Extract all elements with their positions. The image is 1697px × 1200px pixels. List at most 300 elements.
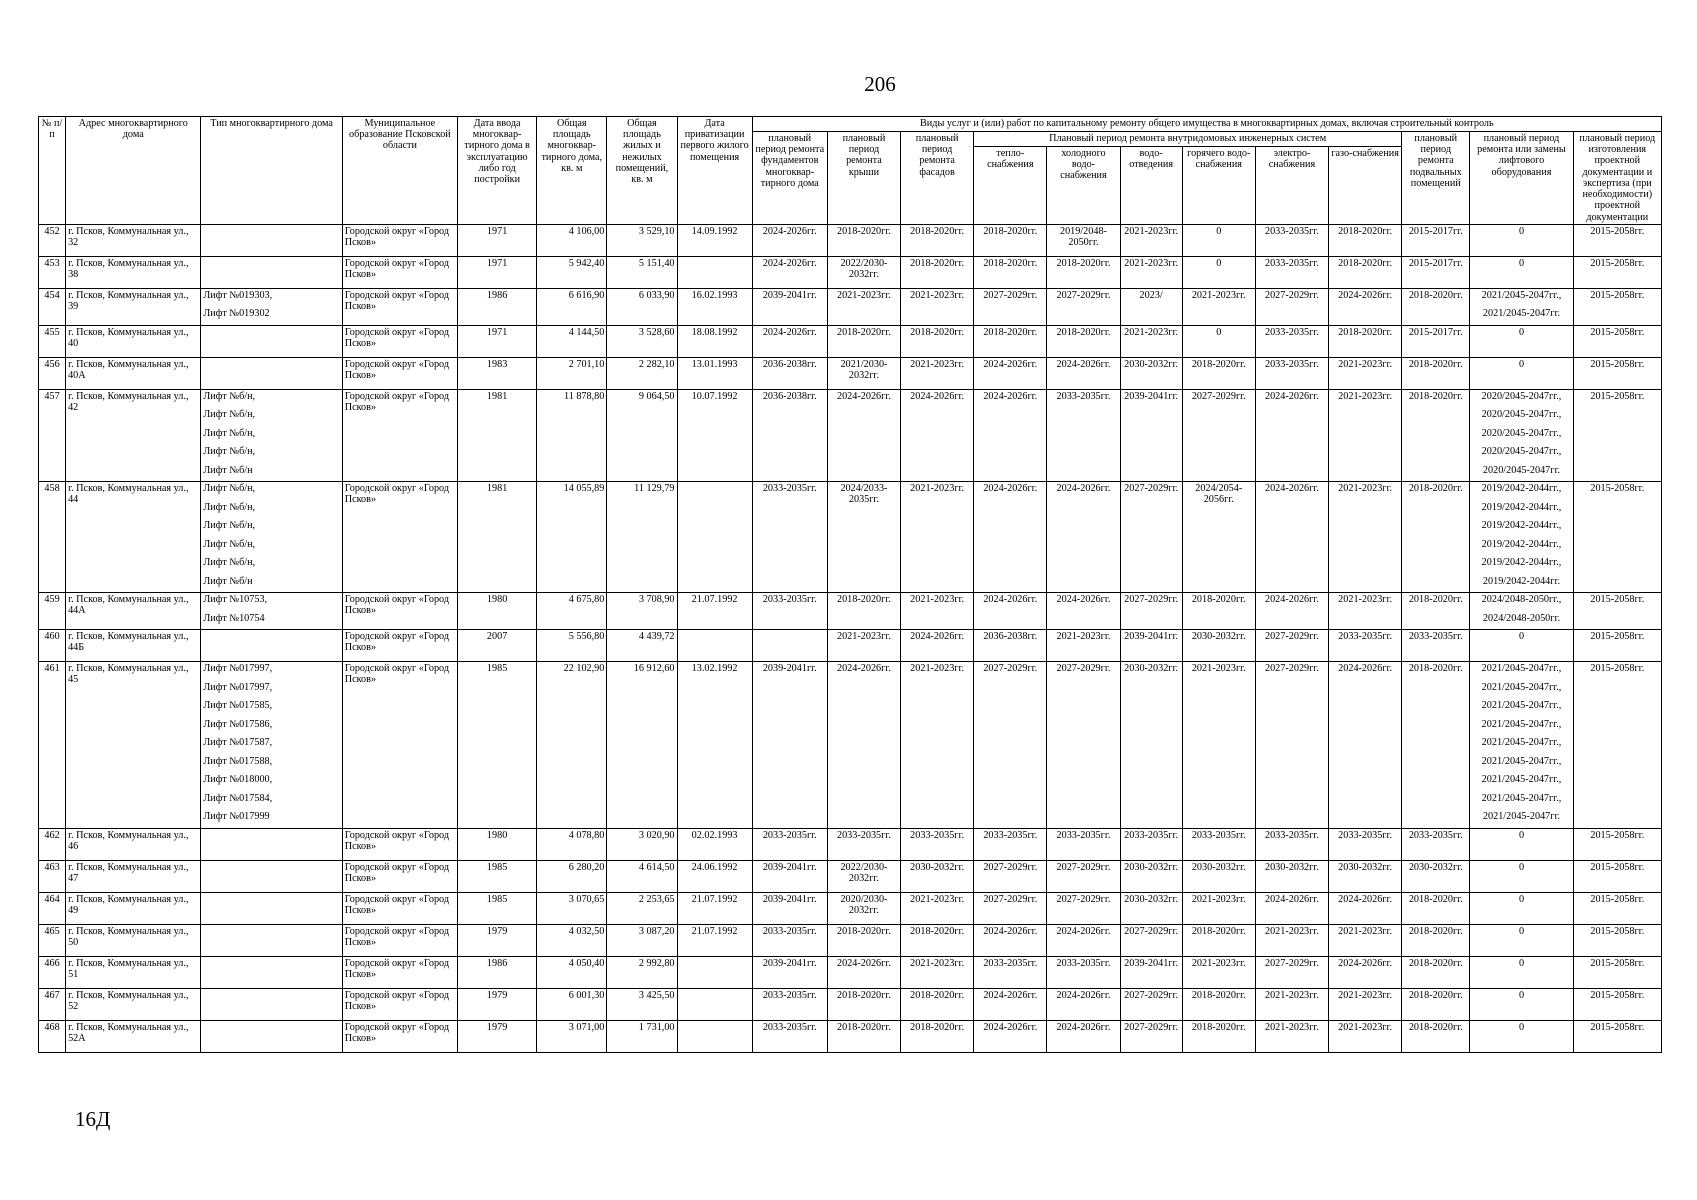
heating-cell: 2024-2026гг.: [974, 1020, 1047, 1052]
drainage-cell: 2030-2032гг.: [1120, 662, 1182, 829]
heating-cell: 2024-2026гг.: [974, 988, 1047, 1020]
table-header: [39, 117, 1662, 225]
hot-water-cell: 2021-2023гг.: [1182, 288, 1255, 325]
foundation-cell: 2033-2035гг.: [752, 988, 827, 1020]
electricity-cell: 2024-2026гг.: [1255, 593, 1328, 630]
table-row: [39, 389, 1662, 482]
address-cell: г. Псков, Коммунальная ул., 44А: [66, 593, 201, 630]
elevator-period: 2021/2045-2047гг.,: [1481, 737, 1562, 749]
heating-cell: 2036-2038гг.: [974, 630, 1047, 662]
roof-cell: 2021-2023гг.: [827, 630, 900, 662]
facade-cell: 2021-2023гг.: [901, 662, 974, 829]
elevator-id: Лифт №017585,: [203, 700, 273, 712]
drainage-cell: 2023/: [1120, 288, 1182, 325]
drainage-cell: 2027-2029гг.: [1120, 924, 1182, 956]
heating-cell: 2018-2020гг.: [974, 256, 1047, 288]
foundation-cell: 2039-2041гг.: [752, 662, 827, 829]
drainage-cell: 2027-2029гг.: [1120, 593, 1182, 630]
roof-cell: 2018-2020гг.: [827, 1020, 900, 1052]
basement-cell: 2018-2020гг.: [1402, 1020, 1470, 1052]
elevator-period: 2021/2045-2047гг.: [1482, 308, 1561, 320]
elevator-cell: [1470, 288, 1573, 325]
documentation-cell: 2015-2058гг.: [1573, 593, 1661, 630]
house-type-cell: [201, 325, 342, 357]
documentation-cell: 2015-2058гг.: [1573, 892, 1661, 924]
drainage-cell: 2027-2029гг.: [1120, 482, 1182, 593]
house-type-cell: [201, 288, 342, 325]
address-cell: г. Псков, Коммунальная ул., 40: [66, 325, 201, 357]
house-type-cell: [201, 593, 342, 630]
row-number: 454: [39, 288, 66, 325]
living-area-cell: 1 731,00: [607, 1020, 677, 1052]
elevator-period: 2019/2042-2044гг.,: [1481, 483, 1562, 495]
foundation-cell: 2024-2026гг.: [752, 325, 827, 357]
elevator-cell: [1470, 256, 1573, 288]
elevator-period: 0: [1518, 925, 1525, 937]
hot-water-cell: 2021-2023гг.: [1182, 892, 1255, 924]
gas-cell: 2021-2023гг.: [1329, 1020, 1402, 1052]
foundation-cell: 2033-2035гг.: [752, 1020, 827, 1052]
facade-cell: 2030-2032гг.: [901, 860, 974, 892]
foundation-cell: 2039-2041гг.: [752, 892, 827, 924]
drainage-cell: 2027-2029гг.: [1120, 1020, 1182, 1052]
basement-cell: 2018-2020гг.: [1402, 482, 1470, 593]
elevator-period: 0: [1518, 257, 1525, 269]
elevator-cell: [1470, 860, 1573, 892]
elevator-period: 0: [1518, 829, 1525, 841]
total-area-cell: 6 616,90: [537, 288, 607, 325]
electricity-cell: 2027-2029гг.: [1255, 956, 1328, 988]
header-works-group: Виды услуг и (или) работ по капитальному ремонту общего имущества в многоквартирных домах, включая строительный контроль: [752, 117, 1661, 132]
hot-water-cell: 2027-2029гг.: [1182, 389, 1255, 482]
elevator-id: Лифт №б/н: [203, 575, 253, 587]
living-area-cell: 16 912,60: [607, 662, 677, 829]
living-area-cell: 11 129,79: [607, 482, 677, 593]
elevator-cell: [1470, 593, 1573, 630]
electricity-cell: 2033-2035гг.: [1255, 325, 1328, 357]
gas-cell: 2018-2020гг.: [1329, 256, 1402, 288]
total-area-cell: 4 106,00: [537, 224, 607, 256]
hot-water-cell: 0: [1182, 325, 1255, 357]
elevator-period: 2019/2042-2044гг.: [1482, 575, 1561, 587]
foundation-cell: 2033-2035гг.: [752, 482, 827, 593]
table-row: [39, 924, 1662, 956]
heating-cell: 2024-2026гг.: [974, 482, 1047, 593]
commission-year-cell: 1980: [458, 828, 537, 860]
commission-year-cell: 1981: [458, 482, 537, 593]
total-area-cell: 5 942,40: [537, 256, 607, 288]
elevator-id: Лифт №017997,: [203, 663, 273, 675]
cold-water-cell: 2027-2029гг.: [1047, 892, 1120, 924]
header-drainage: водо-отведения: [1120, 147, 1182, 225]
basement-cell: 2015-2017гг.: [1402, 256, 1470, 288]
living-area-cell: 4 439,72: [607, 630, 677, 662]
row-number: 459: [39, 593, 66, 630]
header-address: Адрес многоквартирного дома: [66, 117, 201, 225]
row-number: 463: [39, 860, 66, 892]
foundation-cell: 2036-2038гг.: [752, 357, 827, 389]
hot-water-cell: 0: [1182, 256, 1255, 288]
house-type-cell: [201, 1020, 342, 1052]
header-documentation: плановый период изготовления проектной документации и экспертиза (при необходимости) проектной документации: [1573, 132, 1661, 225]
total-area-cell: 4 078,80: [537, 828, 607, 860]
heating-cell: 2027-2029гг.: [974, 860, 1047, 892]
table-row: [39, 860, 1662, 892]
documentation-cell: 2015-2058гг.: [1573, 224, 1661, 256]
facade-cell: 2021-2023гг.: [901, 482, 974, 593]
basement-cell: 2030-2032гг.: [1402, 860, 1470, 892]
header-heating: тепло-снабжения: [974, 147, 1047, 225]
municipality-cell: Городской округ «Город Псков»: [342, 482, 457, 593]
house-type-cell: [201, 828, 342, 860]
elevator-period: 2020/2045-2047гг.,: [1481, 390, 1562, 402]
elevator-period: 2021/2045-2047гг.,: [1481, 700, 1562, 712]
cold-water-cell: 2024-2026гг.: [1047, 357, 1120, 389]
basement-cell: 2015-2017гг.: [1402, 224, 1470, 256]
table-row: [39, 1020, 1662, 1052]
privatization-date-cell: 21.07.1992: [677, 924, 752, 956]
elevator-id: Лифт №019303,: [203, 289, 273, 301]
privatization-date-cell: 18.08.1992: [677, 325, 752, 357]
house-type-cell: [201, 860, 342, 892]
elevator-period: 2019/2042-2044гг.,: [1481, 557, 1562, 569]
address-cell: г. Псков, Коммунальная ул., 32: [66, 224, 201, 256]
address-cell: г. Псков, Коммунальная ул., 50: [66, 924, 201, 956]
commission-year-cell: 2007: [458, 630, 537, 662]
privatization-date-cell: 21.07.1992: [677, 593, 752, 630]
hot-water-cell: 2018-2020гг.: [1182, 1020, 1255, 1052]
commission-year-cell: 1980: [458, 593, 537, 630]
address-cell: г. Псков, Коммунальная ул., 52: [66, 988, 201, 1020]
privatization-date-cell: 14.09.1992: [677, 224, 752, 256]
gas-cell: 2021-2023гг.: [1329, 482, 1402, 593]
elevator-id: Лифт №б/н,: [203, 390, 256, 402]
header-elevator: плановый период ремонта или замены лифтового оборудования: [1470, 132, 1573, 225]
elevator-period: 2019/2042-2044гг.,: [1481, 520, 1562, 532]
privatization-date-cell: [677, 956, 752, 988]
header-type: Тип многоквартирного дома: [201, 117, 342, 225]
municipality-cell: Городской округ «Город Псков»: [342, 828, 457, 860]
row-number: 458: [39, 482, 66, 593]
row-number: 457: [39, 389, 66, 482]
living-area-cell: 2 992,80: [607, 956, 677, 988]
cold-water-cell: 2021-2023гг.: [1047, 630, 1120, 662]
roof-cell: 2020/2030-2032гг.: [827, 892, 900, 924]
documentation-cell: 2015-2058гг.: [1573, 924, 1661, 956]
drainage-cell: 2021-2023гг.: [1120, 224, 1182, 256]
total-area-cell: 3 070,65: [537, 892, 607, 924]
elevator-id: Лифт №10753,: [203, 594, 268, 606]
address-cell: г. Псков, Коммунальная ул., 52А: [66, 1020, 201, 1052]
living-area-cell: 3 087,20: [607, 924, 677, 956]
roof-cell: 2024-2026гг.: [827, 956, 900, 988]
row-number: 461: [39, 662, 66, 829]
gas-cell: 2018-2020гг.: [1329, 224, 1402, 256]
table-row: [39, 988, 1662, 1020]
address-cell: г. Псков, Коммунальная ул., 39: [66, 288, 201, 325]
basement-cell: 2018-2020гг.: [1402, 988, 1470, 1020]
house-type-cell: [201, 630, 342, 662]
cold-water-cell: 2033-2035гг.: [1047, 828, 1120, 860]
total-area-cell: 4 675,80: [537, 593, 607, 630]
address-cell: г. Псков, Коммунальная ул., 44: [66, 482, 201, 593]
total-area-cell: 2 701,10: [537, 357, 607, 389]
capital-repair-table: [38, 116, 1662, 1053]
address-cell: г. Псков, Коммунальная ул., 47: [66, 860, 201, 892]
documentation-cell: 2015-2058гг.: [1573, 860, 1661, 892]
facade-cell: 2024-2026гг.: [901, 630, 974, 662]
foundation-cell: 2033-2035гг.: [752, 593, 827, 630]
documentation-cell: 2015-2058гг.: [1573, 357, 1661, 389]
electricity-cell: 2024-2026гг.: [1255, 482, 1328, 593]
total-area-cell: 5 556,80: [537, 630, 607, 662]
basement-cell: 2033-2035гг.: [1402, 828, 1470, 860]
living-area-cell: 3 020,90: [607, 828, 677, 860]
electricity-cell: 2024-2026гг.: [1255, 389, 1328, 482]
row-number: 467: [39, 988, 66, 1020]
electricity-cell: 2021-2023гг.: [1255, 988, 1328, 1020]
commission-year-cell: 1971: [458, 256, 537, 288]
house-type-cell: [201, 956, 342, 988]
elevator-period: 2019/2042-2044гг.,: [1481, 538, 1562, 550]
elevator-id: Лифт №017997,: [203, 681, 273, 693]
elevator-cell: [1470, 224, 1573, 256]
elevator-cell: [1470, 662, 1573, 829]
elevator-id: Лифт №017586,: [203, 718, 273, 730]
elevator-period: 2021/2045-2047гг.,: [1481, 663, 1562, 675]
documentation-cell: 2015-2058гг.: [1573, 1020, 1661, 1052]
table-row: [39, 593, 1662, 630]
electricity-cell: 2027-2029гг.: [1255, 630, 1328, 662]
cold-water-cell: 2019/2048-2050гг.: [1047, 224, 1120, 256]
municipality-cell: Городской округ «Город Псков»: [342, 224, 457, 256]
elevator-period: 2024/2048-2050гг.,: [1481, 594, 1562, 606]
electricity-cell: 2021-2023гг.: [1255, 924, 1328, 956]
municipality-cell: Городской округ «Город Псков»: [342, 892, 457, 924]
commission-year-cell: 1986: [458, 956, 537, 988]
cold-water-cell: 2027-2029гг.: [1047, 662, 1120, 829]
privatization-date-cell: 13.02.1992: [677, 662, 752, 829]
gas-cell: 2024-2026гг.: [1329, 288, 1402, 325]
elevator-cell: [1470, 630, 1573, 662]
elevator-id: Лифт №10754: [203, 612, 265, 624]
privatization-date-cell: [677, 256, 752, 288]
privatization-date-cell: [677, 988, 752, 1020]
foundation-cell: 2039-2041гг.: [752, 956, 827, 988]
cold-water-cell: 2024-2026гг.: [1047, 482, 1120, 593]
row-number: 468: [39, 1020, 66, 1052]
drainage-cell: 2039-2041гг.: [1120, 956, 1182, 988]
total-area-cell: 4 032,50: [537, 924, 607, 956]
municipality-cell: Городской округ «Город Псков»: [342, 630, 457, 662]
drainage-cell: 2030-2032гг.: [1120, 860, 1182, 892]
hot-water-cell: 2021-2023гг.: [1182, 662, 1255, 829]
privatization-date-cell: 24.06.1992: [677, 860, 752, 892]
foundation-cell: 2039-2041гг.: [752, 288, 827, 325]
house-type-cell: [201, 924, 342, 956]
address-cell: г. Псков, Коммунальная ул., 45: [66, 662, 201, 829]
hot-water-cell: 2024/2054-2056гг.: [1182, 482, 1255, 593]
header-num: № п/п: [39, 117, 66, 225]
commission-year-cell: 1979: [458, 924, 537, 956]
living-area-cell: 9 064,50: [607, 389, 677, 482]
elevator-period: 2021/2045-2047гг.,: [1481, 718, 1562, 730]
facade-cell: 2033-2035гг.: [901, 828, 974, 860]
table-body: [39, 224, 1662, 1052]
house-type-cell: [201, 892, 342, 924]
municipality-cell: Городской округ «Город Псков»: [342, 288, 457, 325]
header-engineering-group: Плановый период ремонта внутридомовых инженерных систем: [974, 132, 1402, 147]
elevator-id: Лифт №017999: [203, 811, 270, 823]
elevator-period: 2021/2045-2047гг.,: [1481, 755, 1562, 767]
roof-cell: 2021-2023гг.: [827, 288, 900, 325]
living-area-cell: 2 282,10: [607, 357, 677, 389]
total-area-cell: 4 144,50: [537, 325, 607, 357]
privatization-date-cell: 02.02.1993: [677, 828, 752, 860]
facade-cell: 2018-2020гг.: [901, 924, 974, 956]
roof-cell: 2024-2026гг.: [827, 389, 900, 482]
electricity-cell: 2033-2035гг.: [1255, 256, 1328, 288]
elevator-period: 2021/2045-2047гг.,: [1481, 774, 1562, 786]
elevator-id: Лифт №018000,: [203, 774, 273, 786]
elevator-period: 2021/2045-2047гг.,: [1481, 289, 1562, 301]
drainage-cell: 2021-2023гг.: [1120, 256, 1182, 288]
elevator-period: 2019/2042-2044гг.,: [1481, 501, 1562, 513]
total-area-cell: 4 050,40: [537, 956, 607, 988]
elevator-period: 0: [1518, 861, 1525, 873]
house-type-cell: [201, 389, 342, 482]
elevator-period: 2021/2045-2047гг.,: [1481, 681, 1562, 693]
elevator-period: 0: [1518, 893, 1525, 905]
elevator-cell: [1470, 325, 1573, 357]
heating-cell: 2033-2035гг.: [974, 956, 1047, 988]
total-area-cell: 14 055,89: [537, 482, 607, 593]
cold-water-cell: 2024-2026гг.: [1047, 924, 1120, 956]
commission-year-cell: 1979: [458, 988, 537, 1020]
electricity-cell: 2033-2035гг.: [1255, 357, 1328, 389]
facade-cell: 2021-2023гг.: [901, 956, 974, 988]
row-number: 462: [39, 828, 66, 860]
elevator-cell: [1470, 956, 1573, 988]
municipality-cell: Городской округ «Город Псков»: [342, 593, 457, 630]
roof-cell: 2018-2020гг.: [827, 325, 900, 357]
header-roof: плановый период ремонта крыши: [827, 132, 900, 225]
foundation-cell: 2039-2041гг.: [752, 860, 827, 892]
facade-cell: 2018-2020гг.: [901, 325, 974, 357]
municipality-cell: Городской округ «Город Псков»: [342, 389, 457, 482]
total-area-cell: 6 280,20: [537, 860, 607, 892]
heating-cell: 2027-2029гг.: [974, 288, 1047, 325]
header-municipality: Муниципальное образование Псковской области: [342, 117, 457, 225]
documentation-cell: 2015-2058гг.: [1573, 988, 1661, 1020]
elevator-cell: [1470, 1020, 1573, 1052]
basement-cell: 2018-2020гг.: [1402, 593, 1470, 630]
municipality-cell: Городской округ «Город Псков»: [342, 662, 457, 829]
house-type-cell: [201, 357, 342, 389]
drainage-cell: 2039-2041гг.: [1120, 630, 1182, 662]
commission-year-cell: 1971: [458, 325, 537, 357]
roof-cell: 2033-2035гг.: [827, 828, 900, 860]
living-area-cell: 3 528,60: [607, 325, 677, 357]
facade-cell: 2024-2026гг.: [901, 389, 974, 482]
electricity-cell: 2024-2026гг.: [1255, 892, 1328, 924]
elevator-id: Лифт №б/н,: [203, 427, 256, 439]
hot-water-cell: 2030-2032гг.: [1182, 630, 1255, 662]
header-basement: плановый период ремонта подвальных помещений: [1402, 132, 1470, 225]
table-row: [39, 256, 1662, 288]
commission-year-cell: 1981: [458, 389, 537, 482]
elevator-id: Лифт №017587,: [203, 737, 273, 749]
row-number: 466: [39, 956, 66, 988]
gas-cell: 2024-2026гг.: [1329, 892, 1402, 924]
gas-cell: 2024-2026гг.: [1329, 956, 1402, 988]
elevator-id: Лифт №019302: [203, 308, 270, 320]
facade-cell: 2018-2020гг.: [901, 1020, 974, 1052]
page-number: 206: [864, 72, 896, 96]
documentation-cell: 2015-2058гг.: [1573, 662, 1661, 829]
documentation-cell: 2015-2058гг.: [1573, 956, 1661, 988]
cold-water-cell: 2027-2029гг.: [1047, 860, 1120, 892]
elevator-period: 0: [1518, 957, 1525, 969]
hot-water-cell: 2021-2023гг.: [1182, 956, 1255, 988]
commission-year-cell: 1983: [458, 357, 537, 389]
cold-water-cell: 2024-2026гг.: [1047, 1020, 1120, 1052]
address-cell: г. Псков, Коммунальная ул., 44Б: [66, 630, 201, 662]
row-number: 465: [39, 924, 66, 956]
header-foundation: плановый период ремонта фундаментов многоквар-тирного дома: [752, 132, 827, 225]
footer-code: 16Д: [75, 1107, 111, 1131]
house-type-cell: [201, 224, 342, 256]
facade-cell: 2018-2020гг.: [901, 224, 974, 256]
documentation-cell: 2015-2058гг.: [1573, 828, 1661, 860]
municipality-cell: Городской округ «Город Псков»: [342, 988, 457, 1020]
roof-cell: 2024/2033-2035гг.: [827, 482, 900, 593]
facade-cell: 2021-2023гг.: [901, 357, 974, 389]
municipality-cell: Городской округ «Город Псков»: [342, 956, 457, 988]
header-privatization-date: Дата приватизации первого жилого помещения: [677, 117, 752, 225]
row-number: 464: [39, 892, 66, 924]
privatization-date-cell: [677, 482, 752, 593]
address-cell: г. Псков, Коммунальная ул., 38: [66, 256, 201, 288]
living-area-cell: 3 425,50: [607, 988, 677, 1020]
heating-cell: 2018-2020гг.: [974, 325, 1047, 357]
drainage-cell: 2033-2035гг.: [1120, 828, 1182, 860]
row-number: 452: [39, 224, 66, 256]
table-row: [39, 482, 1662, 593]
row-number: 455: [39, 325, 66, 357]
gas-cell: 2033-2035гг.: [1329, 630, 1402, 662]
municipality-cell: Городской округ «Город Псков»: [342, 256, 457, 288]
elevator-period: 0: [1518, 358, 1525, 370]
privatization-date-cell: [677, 1020, 752, 1052]
address-cell: г. Псков, Коммунальная ул., 51: [66, 956, 201, 988]
heating-cell: 2033-2035гг.: [974, 828, 1047, 860]
drainage-cell: 2021-2023гг.: [1120, 325, 1182, 357]
cold-water-cell: 2033-2035гг.: [1047, 956, 1120, 988]
facade-cell: 2021-2023гг.: [901, 892, 974, 924]
foundation-cell: 2033-2035гг.: [752, 924, 827, 956]
commission-year-cell: 1986: [458, 288, 537, 325]
elevator-period: 0: [1518, 225, 1525, 237]
cold-water-cell: 2024-2026гг.: [1047, 593, 1120, 630]
living-area-cell: 2 253,65: [607, 892, 677, 924]
address-cell: г. Псков, Коммунальная ул., 40А: [66, 357, 201, 389]
cold-water-cell: 2024-2026гг.: [1047, 988, 1120, 1020]
elevator-period: 2020/2045-2047гг.: [1482, 464, 1561, 476]
foundation-cell: 2033-2035гг.: [752, 828, 827, 860]
table-row: [39, 662, 1662, 829]
facade-cell: 2018-2020гг.: [901, 256, 974, 288]
